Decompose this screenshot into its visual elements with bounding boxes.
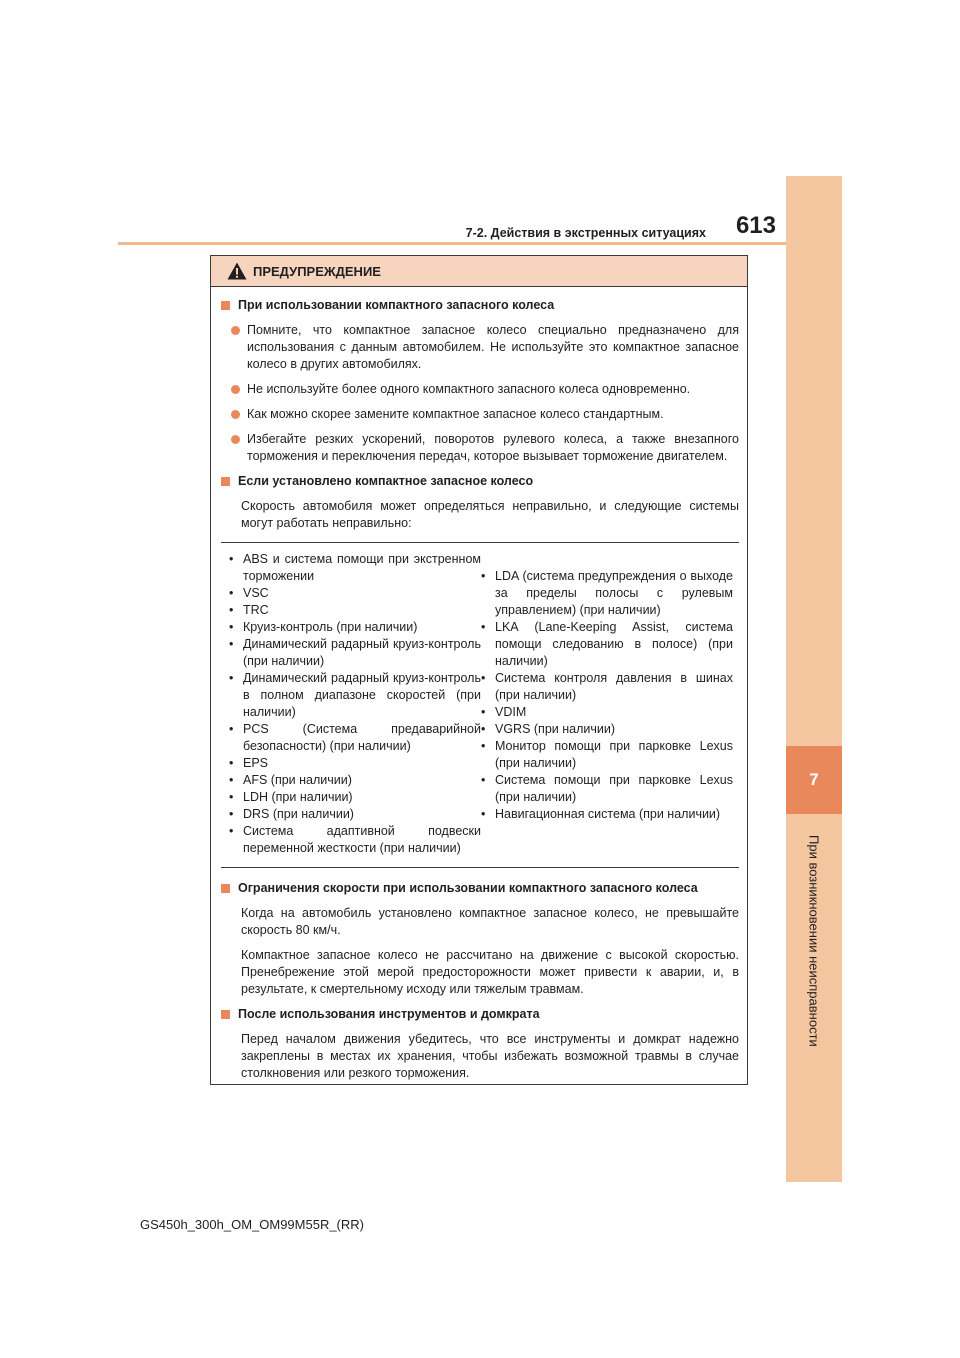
section-heading: Ограничения скорости при использовании компактного запасного колеса (221, 880, 739, 897)
list-item: • Система контроля давления в шинах (при наличии) (481, 671, 733, 702)
warning-box (210, 255, 748, 1085)
list-item: • Круиз-контроль (при наличии) (229, 620, 418, 634)
section-heading: После использования инструментов и домкрата (221, 1006, 739, 1023)
systems-column-left (229, 551, 481, 857)
section-paragraph: Скорость автомобиля может определяться неправильно, и следующие системы могут работать неправильно: (241, 499, 739, 530)
section-heading: Если установлено компактное запасное колесо (221, 473, 739, 490)
list-item: • Динамический радарный круиз-контроль (при наличии) (229, 637, 481, 668)
list-item: • AFS (при наличии) (229, 773, 352, 787)
page-number: 613 (735, 212, 776, 239)
warning-title: ПРЕДУПРЕЖДЕНИЕ (253, 263, 381, 279)
affected-systems-list (221, 542, 739, 868)
list-item: • PCS (Система предаварийной безопасности) (при наличии) (229, 722, 481, 753)
square-bullet-icon (221, 301, 230, 310)
warning-content (211, 287, 747, 1082)
section-paragraph: Перед началом движения убедитесь, что все инструменты и домкрат надежно закреплены в местах их хранения, чтобы избежать возможной травмы в случае столкновения или резкого торможения. (241, 1032, 739, 1080)
round-bullet-icon (231, 385, 240, 394)
list-item: • DRS (при наличии) (229, 807, 354, 821)
document-code: GS450h_300h_OM_OM99M55R_(RR) (140, 1217, 364, 1232)
square-bullet-icon (221, 1010, 230, 1019)
list-item: • Навигационная система (при наличии) (481, 807, 721, 821)
section-paragraph: Когда на автомобиль установлено компактное запасное колесо, не превышайте скорость 80 км/ч. (241, 906, 739, 937)
round-bullet-icon (231, 435, 240, 444)
list-item: • Система адаптивной подвески переменной жесткости (при наличии) (229, 824, 481, 855)
bullet-item: Избегайте резких ускорений, поворотов рулевого колеса, а также внезапного торможения и переключения передач, которое вызывает торможение двигателем. (231, 431, 739, 465)
warning-triangle-icon (227, 262, 247, 280)
section-paragraph: Компактное запасное колесо не рассчитано на движение с высокой скоростью. Пренебрежение этой мерой предосторожности может привести к аварии, и, в результате, к смертельному исходу или тяжелым травмам. (241, 948, 739, 996)
chapter-title-tab (786, 816, 842, 1066)
list-item: • Монитор помощи при парковке Lexus (при наличии) (481, 739, 733, 770)
list-item: • Система помощи при парковке Lexus (при наличии) (481, 773, 733, 804)
round-bullet-icon (231, 326, 240, 335)
list-item: • VDIM (481, 705, 527, 719)
list-item: • EPS (229, 756, 269, 770)
section-title: 7-2. Действия в экстренных ситуациях (465, 226, 706, 240)
warning-header (211, 256, 747, 287)
chapter-title: При возникновении неисправности (806, 835, 822, 1047)
list-item: • Динамический радарный круиз-контроль в полном диапазоне скоростей (при наличии) (229, 671, 481, 719)
bullet-item: Не используйте более одного компактного запасного колеса одновременно. (231, 381, 739, 398)
header-rule (118, 242, 786, 245)
bullet-item: Помните, что компактное запасное колесо специально предназначено для использования с данным автомобилем. Не используйте это компактное запасное колесо в других автомобилях. (231, 322, 739, 373)
section-heading: При использовании компактного запасного колеса (221, 297, 739, 314)
square-bullet-icon (221, 884, 230, 893)
list-item: • LKA (Lane-Keeping Assist, система помощи следованию в полосе) (при наличии) (481, 620, 733, 668)
list-item: • LDA (система предупреждения о выходе за пределы полосы с рулевым управлением) (при наличии) (481, 569, 733, 617)
bullet-item: Как можно скорее замените компактное запасное колесо стандартным. (231, 406, 739, 423)
list-item: • ABS и система помощи при экстренном торможении (229, 552, 481, 583)
list-item: • VSC (229, 586, 269, 600)
round-bullet-icon (231, 410, 240, 419)
chapter-number-badge (786, 746, 842, 814)
square-bullet-icon (221, 477, 230, 486)
chapter-number: 7 (809, 770, 819, 789)
list-item: • TRC (229, 603, 269, 617)
systems-column-right (481, 568, 733, 857)
list-item: • VGRS (при наличии) (481, 722, 616, 736)
list-item: • LDH (при наличии) (229, 790, 353, 804)
